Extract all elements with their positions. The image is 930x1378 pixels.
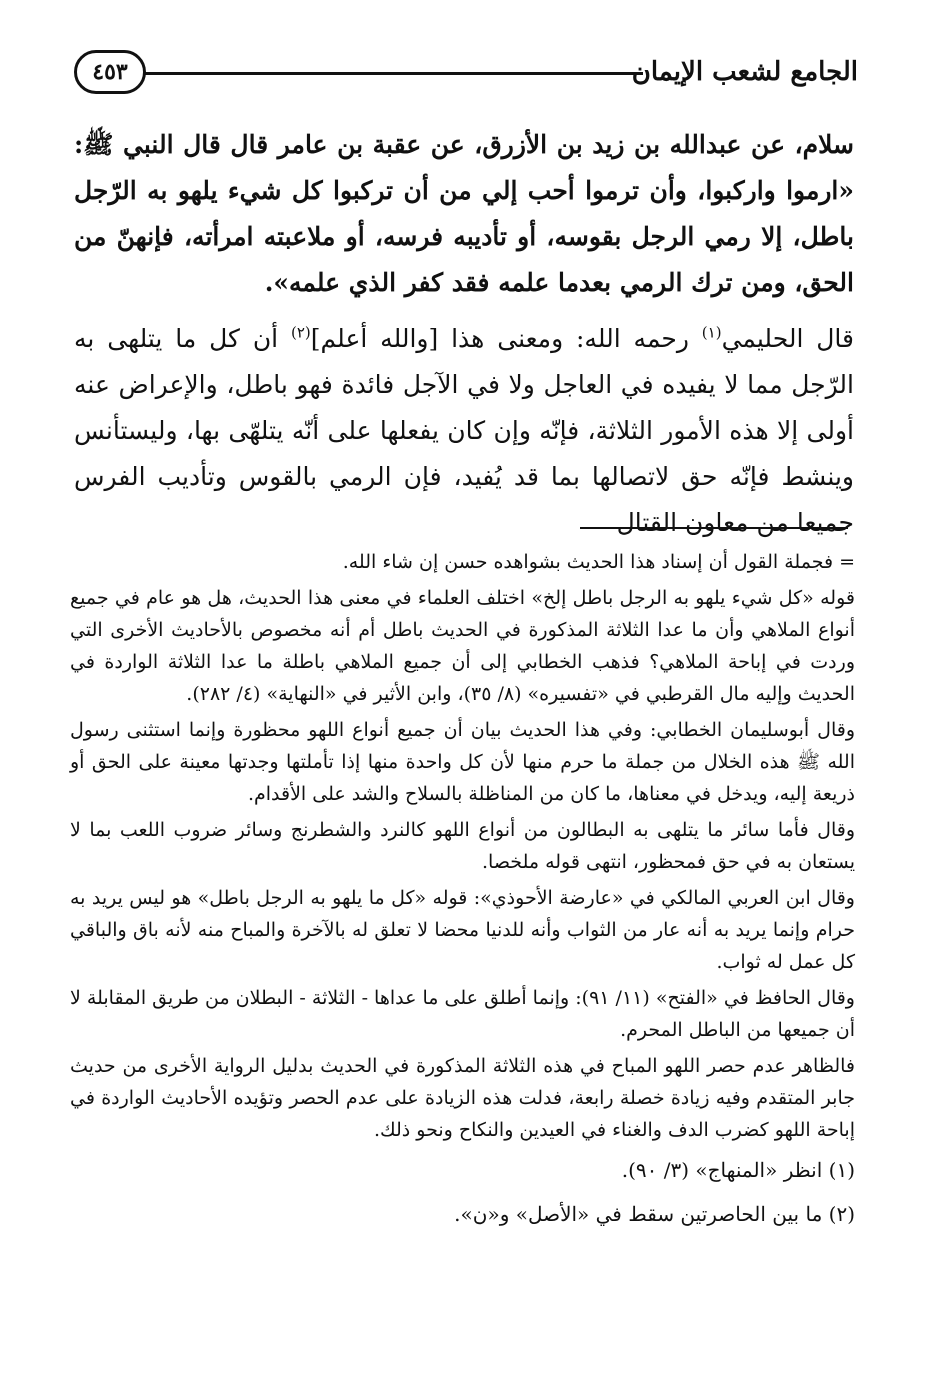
footnote-2: (٢) ما بين الحاصرتين سقط في «الأصل» و«ن». <box>454 1202 855 1226</box>
main-text <box>74 122 854 546</box>
commentary-part-c: أن كل ما يتلهى به الرّجل مما لا يفيده في العاجل ولا في الآجل فائدة فهو باطل، والإعراض عنه أولى إلا هذه الأمور الثلاثة، فإنّه وإن كان يفعلها على أنّه يتلهّى بها، وليستأنس وينشط فإنّه حق لاتصالها بما قد يُفيد، فإن الرمي بالقوس وتأديب الفرس جميعا من معاون القتال <box>74 324 854 537</box>
hadith-paragraph: سلام، عن عبدالله بن زيد بن الأزرق، عن عقبة بن عامر قال قال النبي ﷺ: «ارموا واركبوا، وأن ترموا أحب إلي من أن تركبوا كل شيء يلهو به الرّجل باطل، إلا رمي الرجل بقوسه، أو تأديبه فرسه، أو ملاعبته امرأته، فإنهنّ من الحق، ومن ترك الرمي بعدما علمه فقد كفر الذي علمه». <box>74 130 854 297</box>
book-title: الجامع لشعب الإيمان <box>631 57 858 87</box>
footnote-1: (١) انظر «المنهاج» (٣/ ٩٠). <box>621 1158 855 1182</box>
running-header <box>74 46 858 106</box>
footnote-paragraph: وقال الحافظ في «الفتح» (١١/ ٩١): وإنما أطلق على ما عداها - الثلاثة - البطلان من طريق المقابلة لا أن جميعها من الباطل المحرم. <box>70 987 855 1041</box>
commentary-part-a: قال الحليمي <box>721 324 854 353</box>
footnote-paragraph: وقال فأما سائر ما يتلهى به البطالون من أنواع اللهو كالنرد والشطرنج وسائر ضروب اللعب بما لا يستعان به في حق فمحظور، انتهى قوله ملخصا. <box>70 819 855 873</box>
footnote-paragraph: وقال ابن العربي المالكي في «عارضة الأحوذي»: قوله «كل ما يلهو به الرجل باطل» هو ليس يريد به حرام وإنما يريد به أنه عار من الثواب وأنه للدنيا محضا لا تعلق له بالآخرة والمباح منه لأنه باق والباقي كل عمل له ثواب. <box>70 887 855 973</box>
commentary-paragraph <box>74 316 854 546</box>
footnotes <box>70 546 855 1234</box>
page-number: ٤٥٣ <box>74 50 146 94</box>
commentary-part-b: رحمه الله: ومعنى هذا [والله أعلم] <box>310 324 702 353</box>
header-rule <box>144 72 643 75</box>
footnote-ref-1: (١) <box>701 323 722 342</box>
footnote-paragraph: وقال أبوسليمان الخطابي: وفي هذا الحديث بيان أن جميع أنواع اللهو محظورة وإنما استثنى رسول الله ﷺ هذه الخلال من جملة ما حرم منها لأن كل واحدة منها إذا تأملتها وجدتها معينة على الحق أو ذريعة إليه، ويدخل في معناها، ما كان من المناظلة بالسلاح والشد على الأقدام. <box>70 719 855 805</box>
footnote-continued: = فجملة القول أن إسناد هذا الحديث بشواهده حسن إن شاء الله. <box>342 551 855 573</box>
footnote-separator <box>580 527 848 529</box>
footnote-paragraph: قوله «كل شيء يلهو به الرجل باطل إلخ» اختلف العلماء في معنى هذا الحديث، هل هو عام في جميع أنواع الملاهي وأن ما عدا الثلاثة المذكورة في الحديث باطل أم أنه مخصوص بالأحاديث الأخرى التي وردت في إباحة الملاهي؟ فذهب الخطابي إلى أن جميع الملاهي باطلة ما عدا الثلاثة الواردة في الحديث وإليه مال القرطبي في «تفسيره» (٨/ ٣٥)، وابن الأثير في «النهاية» (٤/ ٢٨٢). <box>70 587 855 705</box>
footnote-ref-2: (٢) <box>291 323 311 342</box>
footnote-paragraph: فالظاهر عدم حصر اللهو المباح في هذه الثلاثة المذكورة في الحديث بدليل الرواية الأخرى من حديث جابر المتقدم وفيه زيادة خصلة رابعة، فدلت هذه الزيادة على عدم الحصر وتؤيده الأحاديث الواردة في إباحة اللهو كضرب الدف والغناء في العيدين والنكاح ونحو ذلك. <box>70 1055 855 1141</box>
